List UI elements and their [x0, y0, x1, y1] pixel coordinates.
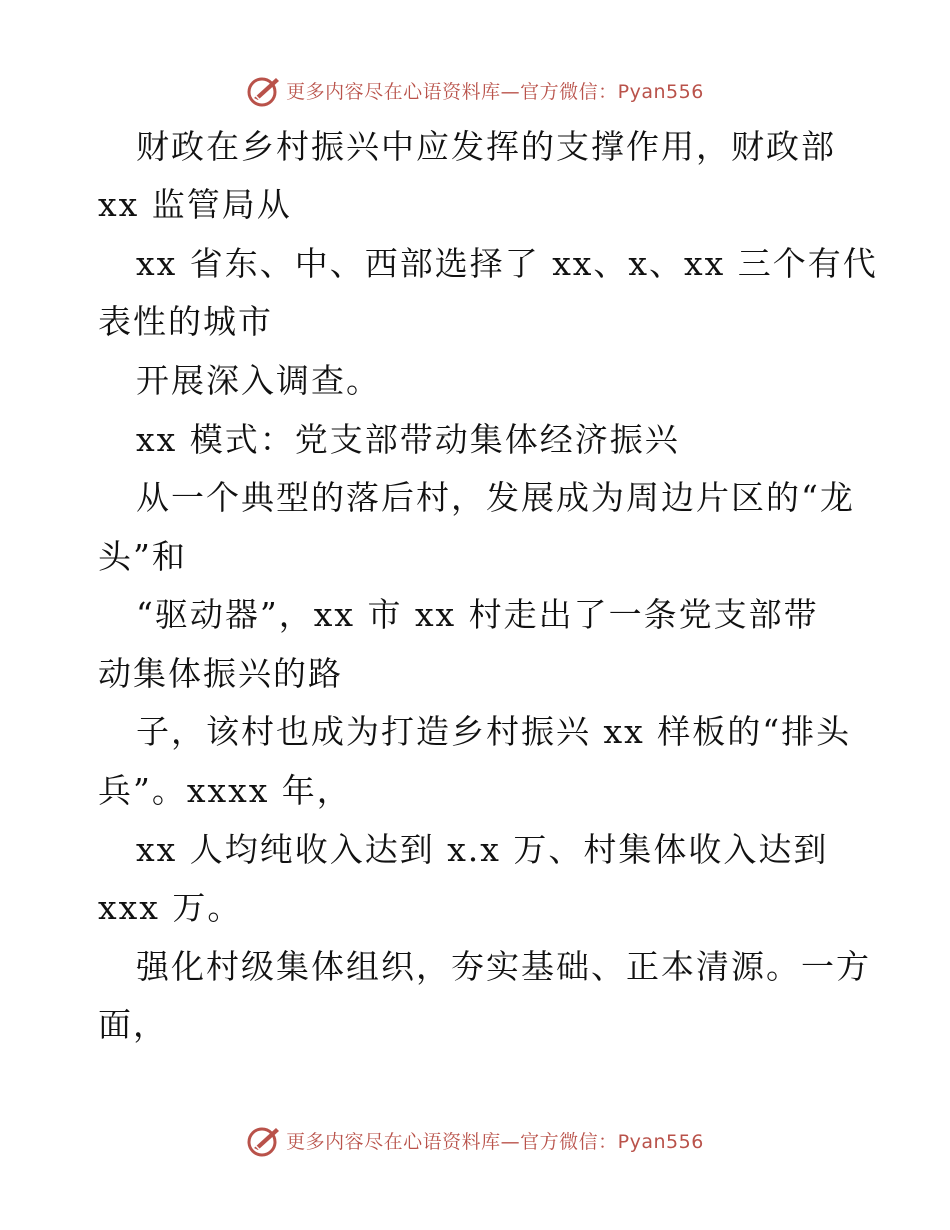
body-line: xx 监管局从 — [98, 185, 292, 224]
body-line: 兵”。xxxx 年， — [98, 771, 352, 810]
body-line: xxx 万。 — [98, 888, 243, 927]
body-line: xx 省东、中、西部选择了 xx、x、xx 三个有代 — [136, 244, 878, 283]
body-line: 子，该村也成为打造乡村振兴 xx 样板的“排头 — [136, 712, 852, 751]
body-line: “驱动器”，xx 市 xx 村走出了一条党支部带 — [136, 595, 819, 634]
body-line: 强化村级集体组织，夯实基础、正本清源。一方 — [136, 947, 871, 986]
body-line: xx 模式：党支部带动集体经济振兴 — [136, 420, 680, 459]
body-line: 头”和 — [98, 537, 187, 576]
body-line: xx 人均纯收入达到 x.x 万、村集体收入达到 — [136, 830, 829, 869]
footer-watermark — [0, 1120, 950, 1160]
body-line: 面， — [98, 1005, 168, 1044]
body-line: 表性的城市 — [98, 302, 273, 341]
quill-logo-icon — [246, 1122, 282, 1158]
body-line: 开展深入调查。 — [136, 361, 381, 400]
body-line: 财政在乡村振兴中应发挥的支撑作用，财政部 — [136, 127, 836, 166]
body-line: 动集体振兴的路 — [98, 654, 343, 693]
header-watermark-text: 更多内容尽在心语资料库—官方微信：Pyan556 — [286, 80, 704, 103]
body-line: 从一个典型的落后村，发展成为周边片区的“龙 — [136, 478, 855, 517]
footer-watermark-text: 更多内容尽在心语资料库—官方微信：Pyan556 — [286, 1130, 704, 1153]
